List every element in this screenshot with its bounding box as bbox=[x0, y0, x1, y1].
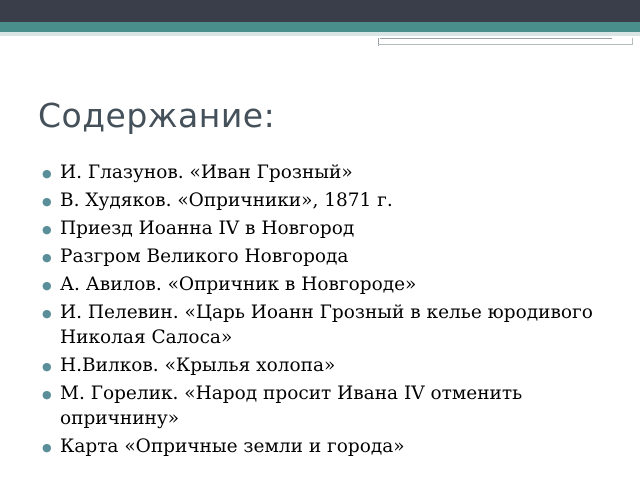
list-item-text: М. Горелик. «Народ просит Ивана IV отменить опричнину» bbox=[60, 383, 523, 429]
list-item-text: А. Авилов. «Опричник в Новгороде» bbox=[60, 274, 417, 295]
decorative-frame-line bbox=[378, 44, 632, 45]
list-item bbox=[42, 381, 622, 431]
bullet-dot-icon: ● bbox=[42, 388, 52, 401]
list-item bbox=[42, 216, 622, 241]
decorative-frame-line bbox=[632, 38, 633, 45]
list-item-text: В. Худяков. «Опричники», 1871 г. bbox=[60, 190, 393, 211]
list-item bbox=[42, 188, 622, 213]
header-dark-band bbox=[0, 0, 640, 22]
bullet-dot-icon: ● bbox=[42, 441, 52, 454]
list-item-text: Карта «Опричные земли и города» bbox=[60, 436, 405, 457]
list-item bbox=[42, 272, 622, 297]
bullet-dot-icon: ● bbox=[42, 167, 52, 180]
list-item-text: Разгром Великого Новгорода bbox=[60, 246, 349, 267]
list-item bbox=[42, 300, 622, 350]
bullet-dot-icon: ● bbox=[42, 307, 52, 320]
list-item bbox=[42, 353, 622, 378]
bullet-dot-icon: ● bbox=[42, 251, 52, 264]
slide-title: Содержание: bbox=[38, 96, 276, 135]
list-item-text: Н.Вилков. «Крылья холопа» bbox=[60, 355, 336, 376]
bullet-dot-icon: ● bbox=[42, 223, 52, 236]
bullet-dot-icon: ● bbox=[42, 195, 52, 208]
list-item-text: И. Пелевин. «Царь Иоанн Грозный в келье юродивого Николая Салоса» bbox=[60, 302, 593, 348]
list-item bbox=[42, 244, 622, 269]
list-item-text: И. Глазунов. «Иван Грозный» bbox=[60, 162, 353, 183]
bullet-dot-icon: ● bbox=[42, 360, 52, 373]
contents-list bbox=[42, 160, 622, 462]
header-light-band bbox=[0, 32, 640, 36]
header-teal-band bbox=[0, 22, 640, 32]
list-item bbox=[42, 434, 622, 459]
list-item-text: Приезд Иоанна IV в Новгород bbox=[60, 218, 355, 239]
decorative-frame-line bbox=[380, 38, 612, 39]
bullet-dot-icon: ● bbox=[42, 279, 52, 292]
list-item bbox=[42, 160, 622, 185]
